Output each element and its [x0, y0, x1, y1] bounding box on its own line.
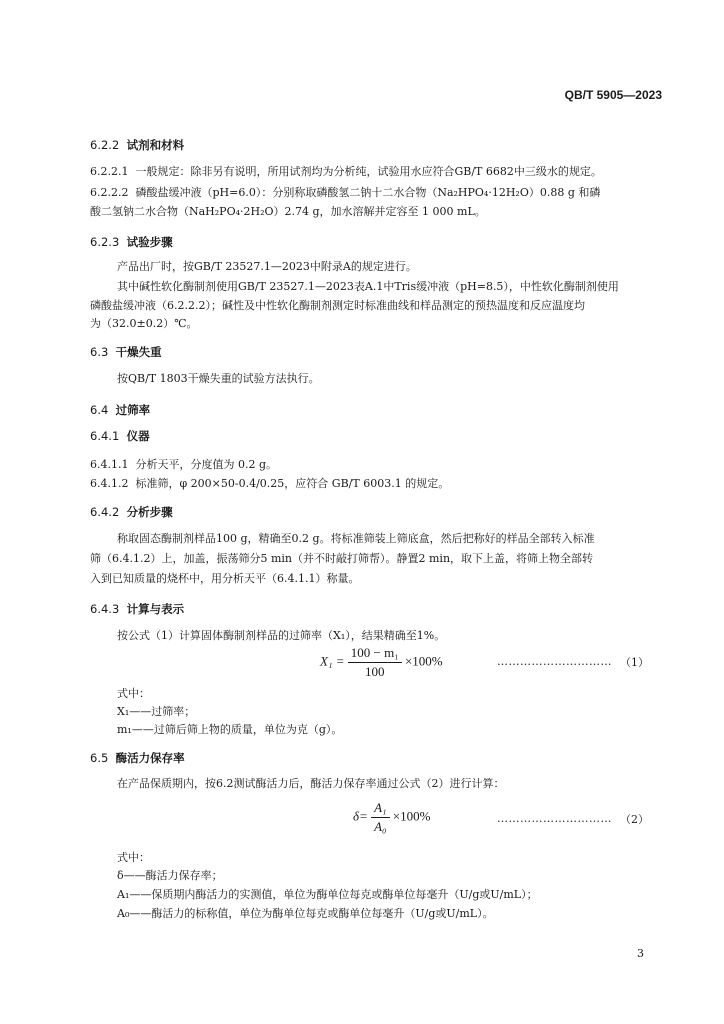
formula-2-number: （2） — [620, 813, 649, 826]
formula-2-denominator: A₀ — [374, 819, 387, 834]
formula-1-variable-m1: m₁——过筛后筛上物的质量，单位为克（g）。 — [117, 723, 343, 736]
clause-number: 6.2.2.2 — [90, 186, 129, 199]
section-heading-6-2-3 — [90, 234, 173, 250]
section-number: 6.3 — [90, 345, 109, 359]
formula-2 — [353, 800, 430, 835]
formula-2-lhs: δ= — [353, 808, 368, 824]
formula-2-variable-a0: A₀——酶活力的标称值，单位为酶单位每克或酶单位每毫升（U/g或U/mL）。 — [117, 907, 494, 920]
section-title: 酶活力保存率 — [115, 751, 185, 765]
clause-text-line1: 磷酸盐缓冲液（pH=6.0）：分别称取磷酸氢二钠十二水合物（Na₂HPO₄·12H₂O）0.88 g 和磷 — [135, 186, 601, 199]
section-title: 过筛率 — [115, 403, 151, 417]
section-heading-6-2-2 — [90, 137, 184, 153]
formula-1-lhs: X₁ = — [320, 653, 345, 669]
section-title: 试验步骤 — [126, 235, 173, 249]
procedure-paragraph-2-line3: 为（32.0±0.2）℃。 — [90, 317, 198, 330]
section-heading-6-5 — [90, 750, 185, 766]
section-number: 6.4.1 — [90, 429, 120, 443]
section-title: 计算与表示 — [126, 602, 185, 616]
formula-1-numerator: 100 − m₁ — [348, 645, 402, 663]
analysis-steps-line3: 入到已知质量的烧杯中，用分析天平（6.4.1.1）称量。 — [90, 572, 360, 585]
section-number: 6.5 — [90, 751, 109, 765]
formula-1-number: （1） — [620, 656, 649, 669]
section-title: 试剂和材料 — [126, 138, 185, 152]
analysis-steps-line2: 筛（6.4.1.2）上，加盖，振荡筛分5 min（并不时敲打筛帮）。静置2 min，取下上盖，将筛上物全部转 — [90, 552, 594, 565]
clause-text: 分析天平，分度值为 0.2 g。 — [135, 458, 278, 471]
procedure-paragraph-2-line2: 磷酸盐缓冲液（6.2.2.2）；碱性及中性软化酶制剂测定时标准曲线和样品测定的预热温度和反应温度均 — [90, 299, 585, 312]
section-number: 6.4 — [90, 403, 109, 417]
formula-2-variable-a1: A₁——保质期内酶活力的实测值，单位为酶单位每克或酶单位每毫升（U/g或U/mL）； — [117, 888, 538, 901]
section-heading-6-4-1 — [90, 428, 150, 444]
formula-1-variable-x1: X₁——过筛率； — [117, 705, 196, 718]
procedure-paragraph-2-line1: 其中碱性软化酶制剂使用GB/T 23527.1—2023表A.1中Tris缓冲液（pH=8.5），中性软化酶制剂使用 — [117, 280, 619, 293]
formula-1-fraction — [348, 645, 402, 680]
formula-2-intro: 在产品保质期内，按6.2测试酶活力后，酶活力保存率通过公式（2）进行计算： — [117, 777, 505, 790]
section-number: 6.2.3 — [90, 235, 120, 249]
analysis-steps-line1: 称取固态酶制剂样品100 g，精确至0.2 g。将标准筛装上筛底盒，然后把称好的样品全部转入标准 — [117, 532, 595, 545]
clause-6-2-2-2 — [90, 185, 600, 201]
section-heading-6-3 — [90, 344, 162, 360]
formula-1-denominator: 100 — [364, 664, 385, 679]
section-title: 干燥失重 — [115, 345, 162, 359]
section-heading-6-4-2 — [90, 504, 173, 520]
formula-1-leader-dots: ………………………… — [497, 655, 612, 668]
section-number: 6.2.2 — [90, 138, 120, 152]
formula-1-where: 式中： — [117, 687, 150, 700]
section-number: 6.4.3 — [90, 602, 120, 616]
clause-text: 标准筛，φ 200×50-0.4/0.25，应符合 GB/T 6003.1 的规定。 — [135, 477, 450, 490]
formula-2-numerator: A₁ — [371, 800, 389, 818]
procedure-paragraph-1: 产品出厂时，按GB/T 23527.1—2023中附录A的规定进行。 — [117, 260, 417, 273]
section-title: 分析步骤 — [126, 505, 173, 519]
formula-2-tail: ×100% — [392, 808, 431, 824]
formula-2-fraction — [371, 800, 389, 835]
clause-text: 一般规定：除非另有说明，所用试剂均为分析纯，试验用水应符合GB/T 6682中三级水的规定。 — [135, 165, 602, 178]
standard-code: QB/T 5905—2023 — [564, 88, 662, 102]
clause-number: 6.4.1.2 — [90, 477, 129, 490]
clause-number: 6.2.2.1 — [90, 165, 129, 178]
formula-2-leader-dots: ………………………… — [497, 812, 612, 825]
section-heading-6-4 — [90, 402, 150, 418]
clause-number: 6.4.1.1 — [90, 458, 129, 471]
formula-2-where: 式中： — [117, 851, 150, 864]
formula-1-intro: 按公式（1）计算固体酶制剂样品的过筛率（X₁），结果精确至1%。 — [117, 629, 446, 642]
clause-6-4-1-2 — [90, 476, 449, 492]
section-heading-6-4-3 — [90, 601, 184, 617]
section-number: 6.4.2 — [90, 505, 120, 519]
clause-6-4-1-1 — [90, 457, 277, 473]
section-title: 仪器 — [126, 429, 150, 443]
formula-2-variable-delta: δ——酶活力保存率； — [117, 869, 223, 882]
clause-6-2-2-2-line2: 酸二氢钠二水合物（NaH₂PO₄·2H₂O）2.74 g，加水溶解并定容至 1 000 mL。 — [90, 205, 486, 218]
formula-1-tail: ×100% — [404, 653, 443, 669]
formula-1 — [320, 645, 443, 680]
page-number: 3 — [637, 947, 644, 960]
drying-loss-text: 按QB/T 1803干燥失重的试验方法执行。 — [117, 372, 320, 385]
clause-6-2-2-1 — [90, 164, 602, 180]
